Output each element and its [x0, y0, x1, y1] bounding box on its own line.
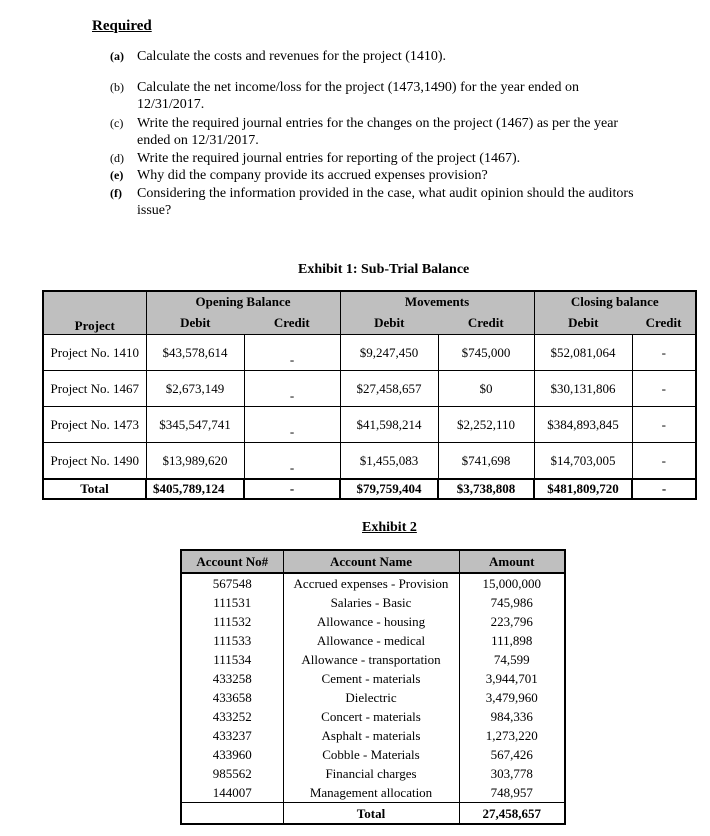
closing-balance-header: Closing balance [534, 291, 696, 312]
required-heading: Required [92, 18, 152, 34]
mov-debit-cell: $27,458,657 [340, 371, 438, 407]
table-row [181, 707, 565, 726]
empty-header [43, 291, 146, 312]
question-text: Calculate the costs and revenues for the project (1410). [137, 49, 447, 64]
table-row [181, 612, 565, 631]
amount-cell: 303,778 [459, 764, 565, 783]
account-no-cell: 985562 [181, 764, 283, 783]
table-row [43, 371, 696, 407]
table-row [43, 335, 696, 371]
group-header-row [43, 291, 696, 312]
table-row [181, 631, 565, 650]
account-no-header: Account No# [181, 550, 283, 573]
close-debit-cell: $30,131,806 [534, 371, 632, 407]
close-credit-cell: - [632, 443, 696, 480]
amount-cell: 111,898 [459, 631, 565, 650]
account-no-cell: 433237 [181, 726, 283, 745]
mov-credit-cell: $0 [438, 371, 534, 407]
accounts-table [180, 549, 566, 825]
open-credit-cell: - [244, 371, 340, 407]
account-name-header: Account Name [283, 550, 459, 573]
question-text: Calculate the net income/loss for the project (1473,1490) for the year ended on 12/31/2017. [137, 80, 580, 112]
question-label: (d) [110, 151, 124, 165]
col-header: Debit [340, 312, 438, 335]
project-cell: Project No. 1467 [43, 371, 146, 407]
amount-cell: 567,426 [459, 745, 565, 764]
close-debit-cell: $384,893,845 [534, 407, 632, 443]
col-header: Credit [244, 312, 340, 335]
account-name-cell: Accrued expenses - Provision [283, 573, 459, 593]
account-no-cell: 433960 [181, 745, 283, 764]
project-cell: Project No. 1490 [43, 443, 146, 480]
account-name-cell: Allowance - housing [283, 612, 459, 631]
total-label: Total [43, 479, 146, 499]
account-name-cell: Cement - materials [283, 669, 459, 688]
question-label: (a) [110, 49, 124, 63]
amount-header: Amount [459, 550, 565, 573]
account-name-cell: Salaries - Basic [283, 593, 459, 612]
amount-cell: 3,944,701 [459, 669, 565, 688]
account-no-cell: 433258 [181, 669, 283, 688]
empty-cell [181, 803, 283, 825]
table-row [43, 443, 696, 480]
account-name-cell: Allowance - medical [283, 631, 459, 650]
table-row [181, 593, 565, 612]
close-debit-cell: $14,703,005 [534, 443, 632, 480]
table-row [181, 573, 565, 593]
mov-credit-cell: $2,252,110 [438, 407, 534, 443]
account-no-cell: 111531 [181, 593, 283, 612]
table-row [43, 407, 696, 443]
question-label: (f) [110, 186, 122, 200]
total-close-debit: $481,809,720 [534, 479, 632, 499]
table-row [181, 726, 565, 745]
total-open-debit: $405,789,124 [146, 479, 244, 499]
amount-cell: 223,796 [459, 612, 565, 631]
exhibit1-title: Exhibit 1: Sub-Trial Balance [298, 262, 470, 277]
question-text: Why did the company provide its accrued expenses provision? [137, 168, 488, 183]
account-no-cell: 433658 [181, 688, 283, 707]
open-credit-cell: - [244, 407, 340, 443]
exhibit2-title: Exhibit 2 [362, 520, 417, 535]
total-mov-credit: $3,738,808 [438, 479, 534, 499]
header-row [181, 550, 565, 573]
account-no-cell: 144007 [181, 783, 283, 803]
question-label: (e) [110, 168, 124, 182]
account-no-cell: 111533 [181, 631, 283, 650]
account-name-cell: Concert - materials [283, 707, 459, 726]
mov-credit-cell: $741,698 [438, 443, 534, 480]
col-header: Credit [632, 312, 696, 335]
total-row [181, 803, 565, 825]
close-credit-cell: - [632, 371, 696, 407]
total-row [43, 479, 696, 499]
table-row [181, 650, 565, 669]
question-label: (c) [110, 116, 124, 130]
col-header: Debit [146, 312, 244, 335]
amount-cell: 3,479,960 [459, 688, 565, 707]
amount-cell: 74,599 [459, 650, 565, 669]
column-header-row [43, 312, 696, 335]
account-no-cell: 433252 [181, 707, 283, 726]
question-text: Write the required journal entries for reporting of the project (1467). [137, 151, 521, 166]
amount-cell: 15,000,000 [459, 573, 565, 593]
close-credit-cell: - [632, 407, 696, 443]
account-no-cell: 567548 [181, 573, 283, 593]
account-name-cell: Financial charges [283, 764, 459, 783]
open-credit-cell: - [244, 335, 340, 371]
account-no-cell: 111534 [181, 650, 283, 669]
col-header: Credit [438, 312, 534, 335]
opening-balance-header: Opening Balance [146, 291, 340, 312]
table-row [181, 669, 565, 688]
account-name-cell: Management allocation [283, 783, 459, 803]
total-open-credit: - [244, 479, 340, 499]
account-name-cell: Cobble - Materials [283, 745, 459, 764]
amount-cell: 748,957 [459, 783, 565, 803]
table-row [181, 688, 565, 707]
question-text: Write the required journal entries for the changes on the project (1467) as per the year ended on 12/31/2017. [137, 116, 619, 148]
open-debit-cell: $345,547,741 [146, 407, 244, 443]
close-credit-cell: - [632, 335, 696, 371]
account-no-cell: 111532 [181, 612, 283, 631]
amount-cell: 745,986 [459, 593, 565, 612]
total-close-credit: - [632, 479, 696, 499]
project-cell: Project No. 1410 [43, 335, 146, 371]
mov-credit-cell: $745,000 [438, 335, 534, 371]
open-debit-cell: $2,673,149 [146, 371, 244, 407]
question-label: (b) [110, 80, 124, 94]
movements-header: Movements [340, 291, 534, 312]
total-mov-debit: $79,759,404 [340, 479, 438, 499]
col-header: Debit [534, 312, 632, 335]
table-row [181, 745, 565, 764]
sub-trial-balance-table [42, 290, 697, 500]
account-name-cell: Dielectric [283, 688, 459, 707]
open-credit-cell: - [244, 443, 340, 480]
amount-cell: 984,336 [459, 707, 565, 726]
project-cell: Project No. 1473 [43, 407, 146, 443]
mov-debit-cell: $41,598,214 [340, 407, 438, 443]
total-label: Total [283, 803, 459, 825]
table-row [181, 764, 565, 783]
open-debit-cell: $13,989,620 [146, 443, 244, 480]
close-debit-cell: $52,081,064 [534, 335, 632, 371]
amount-cell: 1,273,220 [459, 726, 565, 745]
table-row [181, 783, 565, 803]
mov-debit-cell: $1,455,083 [340, 443, 438, 480]
total-amount: 27,458,657 [459, 803, 565, 825]
account-name-cell: Asphalt - materials [283, 726, 459, 745]
account-name-cell: Allowance - transportation [283, 650, 459, 669]
mov-debit-cell: $9,247,450 [340, 335, 438, 371]
project-col-header: Project [43, 312, 146, 335]
question-text: Considering the information provided in the case, what audit opinion should the auditors issue? [137, 186, 634, 218]
open-debit-cell: $43,578,614 [146, 335, 244, 371]
